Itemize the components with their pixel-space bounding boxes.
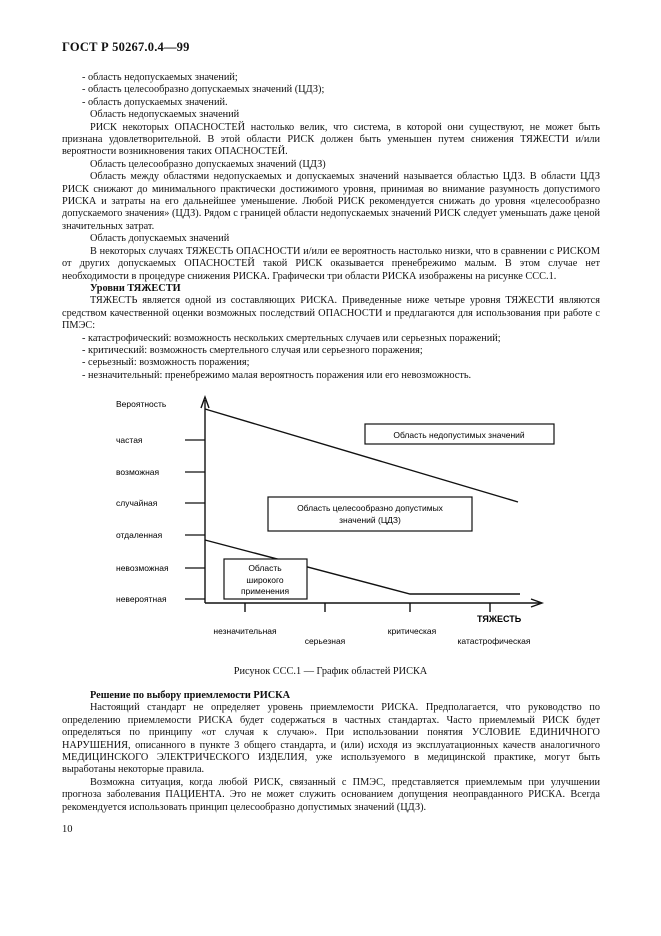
x-tick-label: критическая <box>387 626 437 636</box>
x-tick-label: серьезная <box>304 636 346 646</box>
list-item: - область допускаемых значений. <box>82 96 228 108</box>
paragraph: Настоящий стандарт не определяет уровень приемлемости РИСКА. Предполагается, что руководство по определению приемлемости РИСКА будет содержаться в частных стандартах. Часто приемлемый РИСК будет определяться по принципу «от случая к случаю». При использовании понятия УСЛОВИЕ ЕДИНИЧНОГО НАРУШЕНИЯ, описанного в пункте 3 общего стандарта, и (или) исходя из эксплуатационных качеств аналогичного МЕДИЦИНСКОГО ЭЛЕКТРИЧЕСКОГО ИЗДЕЛИЯ, уже используемого в медицинской практике, могут быть выработаны некоторые правила. <box>62 702 600 776</box>
list-item: - серьезный: возможность поражения; <box>82 357 250 369</box>
list-item: - область целесообразно допускаемых значений (ЦДЗ); <box>82 84 325 96</box>
y-tick-label: случайная <box>116 498 158 508</box>
section-title: Область недопускаемых значений <box>90 109 240 121</box>
paragraph: ТЯЖЕСТЬ является одной из составляющих РИСКА. Приведенные ниже четыре уровня ТЯЖЕСТИ являются средством качественной оценки возможных последствий ОПАСНОСТИ и предлагаются для использования при работе с ПМЭС: <box>62 295 600 332</box>
paragraph: Область между областями недопускаемых и допускаемых значений называется областью ЦДЗ. В области ЦДЗ РИСК снижают до минимального практически достижимого уровня, принимая во внимание разумность допустимого РИСКА и затраты на его дальнейшее уменьшение. Любой РИСК рекомендуется снижать до уровня «целесообразно допускаемого значения» (ЦДЗ). Рядом с границей области недопускаемых значений РИСК следует уменьшать даже ценой значительных затрат. <box>62 171 600 232</box>
y-tick-label: возможная <box>116 467 160 477</box>
y-tick-label: отдаленная <box>116 530 163 540</box>
paragraph: В некоторых случаях ТЯЖЕСТЬ ОПАСНОСТИ и/или ее вероятность настолько низки, что в сравнении с РИСКОМ от других допускаемых ОПАСНОСТЕЙ такой РИСК оказывается пренебрежимо малым. В этом случае нет необходимости в процедуре снижения РИСКА. Графически три области РИСКА изображены на рисунке ССС.1. <box>62 245 600 282</box>
unacceptable-region-label: Область недопустимых значений <box>393 430 525 440</box>
alarp-region-label-line1: Область целесообразно допустимых <box>297 503 443 513</box>
paragraph: Возможна ситуация, когда любой РИСК, связанный с ПМЭС, представляется приемлемым при улучшении прогноза заболевания ПАЦИЕНТА. Это не может служить основанием допущения неоправданного РИСКА. Всегда рекомендуется использовать принцип целесообразно допустимых значений (ЦДЗ). <box>62 776 600 813</box>
list-item: - критический: возможность смертельного случая или серьезного поражения; <box>82 344 423 356</box>
paragraph: РИСК некоторых ОПАСНОСТЕЙ настолько велик, что система, в которой они существуют, не может быть признана удовлетворительной. В этой области РИСК должен быть уменьшен путем снижения ТЯЖЕСТИ и/или вероятности возникновения таких ОПАСНОСТЕЙ. <box>62 121 600 158</box>
broad-region-label-line2: широкого <box>246 575 284 585</box>
y-tick-label: невозможная <box>116 563 169 573</box>
page-number: 10 <box>62 824 73 835</box>
x-axis-title: ТЯЖЕСТЬ <box>477 614 522 624</box>
alarp-region-label-line2: значений (ЦДЗ) <box>339 515 401 525</box>
x-tick-label: незначительная <box>213 626 277 636</box>
figure-caption: Рисунок ССС.1 — График областей РИСКА <box>233 666 428 677</box>
broad-region-label-line1: Область <box>248 563 282 573</box>
y-tick-label: частая <box>116 435 143 445</box>
x-tick-label: катастрофическая <box>457 636 531 646</box>
section-title: Область допускаемых значений <box>90 233 230 245</box>
unacceptable-boundary <box>205 409 518 502</box>
list-item: - незначительный: пренебрежимо малая вероятность поражения или его невозможность. <box>82 369 472 381</box>
section-title: Решение по выбору приемлемости РИСКА <box>90 690 291 701</box>
section-title: Уровни ТЯЖЕСТИ <box>90 282 181 294</box>
broad-region-label-line3: применения <box>240 586 290 596</box>
list-item: - область недопускаемых значений; <box>82 72 238 83</box>
list-item: - катастрофический: возможность нескольких смертельных случаев или серьезных поражений; <box>82 332 501 344</box>
section-title: Область целесообразно допускаемых значений (ЦДЗ) <box>90 158 326 170</box>
bottom-text-block <box>62 690 600 814</box>
y-axis-title: Вероятность <box>116 399 167 409</box>
y-tick-label: невероятная <box>116 594 167 604</box>
document-header: ГОСТ Р 50267.0.4—99 <box>62 40 190 54</box>
